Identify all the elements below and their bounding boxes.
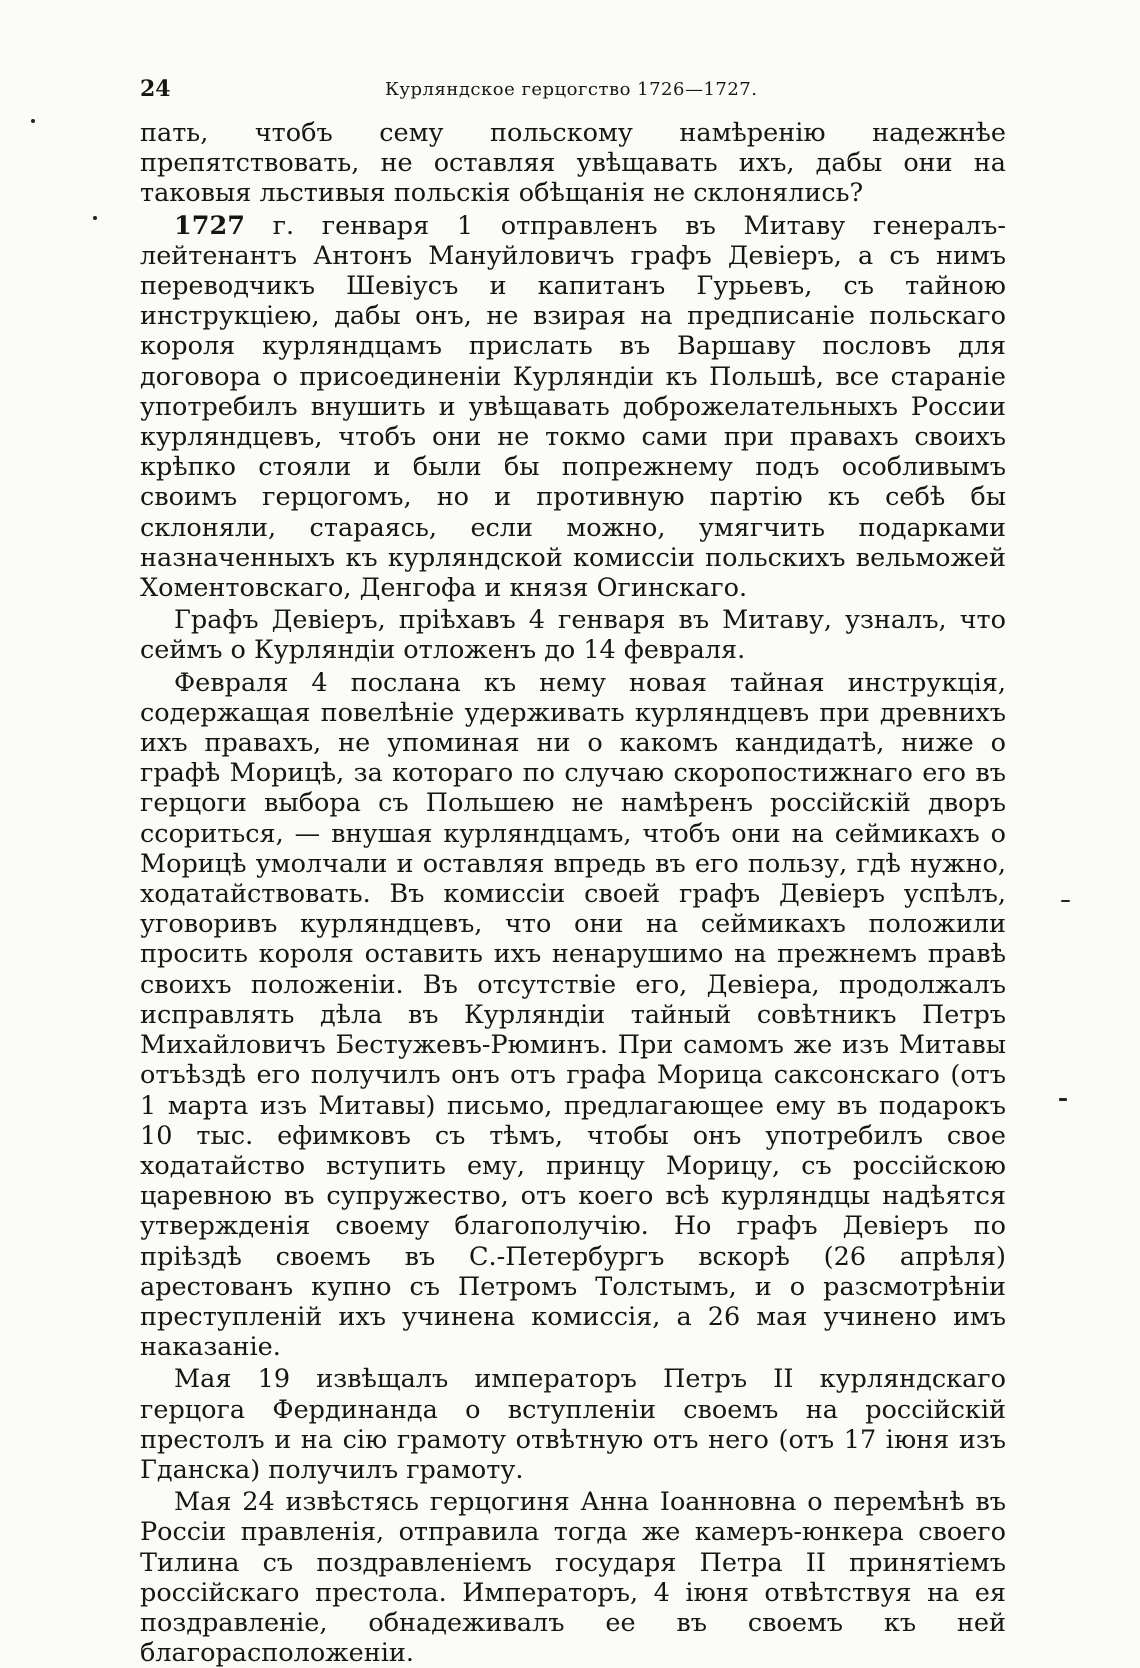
- body-text: [140, 118, 1006, 1668]
- paragraph-2-text: г. генваря 1 отправленъ въ Митаву генералъ-лейтенантъ Антонъ Мануйловичъ графъ Девіеръ, а съ нимъ переводчикъ Шевіусъ и капитанъ Гурьевъ, съ тайною инструкціею, дабы онъ, не взирая на предписаніе польскаго короля курляндцамъ прислать въ Варшаву пословъ для договора о присоединеніи Курляндіи къ Польшѣ, все стараніе употребилъ внушить и увѣщавать доброжелательныхъ России курляндцевъ, чтобъ они не токмо сами при правахъ своихъ крѣпко стояли и были бы попрежнему подъ особливымъ своимъ герцогомъ, но и противную партію къ себѣ бы склоняли, стараясь, если можно, умягчить подарками назначенныхъ къ курляндской комиссіи польскихъ вельможей Хоментовскаго, Денгофа и князя Огинскаго.: [140, 210, 1006, 604]
- scan-speck: [31, 119, 35, 123]
- paragraph-2: [140, 211, 1006, 604]
- paragraph-6: Мая 24 извѣстясь герцогиня Анна Іоанновна о перемѣнѣ въ Россіи правленія, отправила тогда же камеръ-юнкера своего Тилина съ поздравленіемъ государя Петра II принятіемъ россійскаго престола. Императоръ, 4 іюня отвѣтствуя на ея поздравленіе, обнадеживалъ ее въ своемъ къ ней благорасположеніи.: [140, 1487, 1006, 1668]
- paragraph-1: пать, чтобъ сему польскому намѣренію надежнѣе препятствовать, не оставляя увѣщавать ихъ, дабы они на таковыя льстивыя польскія обѣщанія не склонялись?: [140, 118, 1006, 209]
- scan-speck: [93, 216, 97, 220]
- scan-speck: [1061, 900, 1070, 902]
- running-head: Курляндское герцогство 1726—1727.: [385, 79, 758, 100]
- scan-speck: [1059, 1098, 1067, 1101]
- page-number: 24: [140, 76, 171, 102]
- year-lead: 1727: [174, 210, 245, 241]
- paragraph-3: Графъ Девіеръ, пріѣхавъ 4 генваря въ Митаву, узналъ, что сеймъ о Курляндіи отложенъ до 14 февраля.: [140, 605, 1006, 666]
- paragraph-4: Февраля 4 послана къ нему новая тайная инструкція, содержащая повелѣніе удерживать курляндцевъ при древнихъ ихъ правахъ, не упоминая ни о какомъ кандидатѣ, ниже о графѣ Морицѣ, за котораго по случаю скоропостижнаго его въ герцоги выбора съ Польшею не намѣренъ россійскій дворъ ссориться, — внушая курляндцамъ, чтобъ они на сеймикахъ о Морицѣ умолчали и оставляя впредь въ его пользу, гдѣ нужно, ходатайствовать. Въ комиссіи своей графъ Девіеръ успѣлъ, уговоривъ курляндцевъ, что они на сеймикахъ положили просить короля оставить ихъ ненарушимо на прежнемъ правѣ своихъ положеніи. Въ отсутствіе его, Девіера, продолжалъ исправлять дѣла въ Курляндіи тайный совѣтникъ Петръ Михайловичъ Бестужевъ-Рюминъ. При самомъ же изъ Митавы отъѣздѣ его получилъ онъ отъ графа Морица саксонскаго (отъ 1 марта изъ Митавы) письмо, предлагающее ему въ подарокъ 10 тыс. ефимковъ съ тѣмъ, чтобы онъ употребилъ свое ходатайство вступить ему, принцу Морицу, съ россійскою царевною въ супружество, отъ коего всѣ курляндцы надѣятся утвержденія своему благополучію. Но графъ Девіеръ по пріѣздѣ своемъ въ С.-Петербургъ вскорѣ (26 апрѣля) арестованъ купно съ Петромъ Толстымъ, и о разсмотрѣніи преступленій ихъ учинена комиссія, а 26 мая учинено имъ наказаніе.: [140, 667, 1006, 1363]
- paragraph-5: Мая 19 извѣщалъ императоръ Петръ II курляндскаго герцога Фердинанда о вступленіи своемъ на россійскій престолъ и на сію грамоту отвѣтную отъ него (отъ 17 іюня изъ Гданска) получилъ грамоту.: [140, 1364, 1006, 1485]
